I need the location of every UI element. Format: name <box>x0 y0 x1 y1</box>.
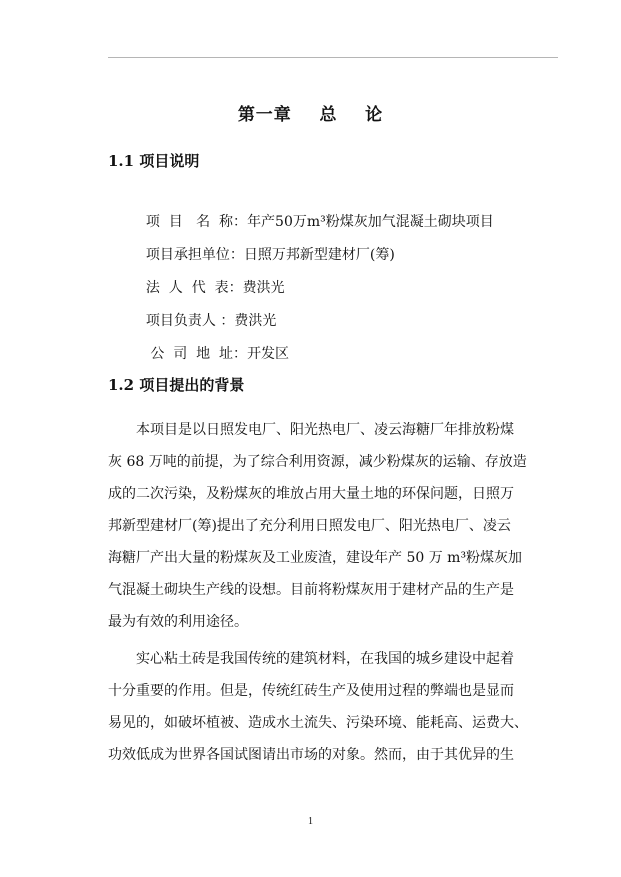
text-line: 最为有效的利用途径。 <box>108 614 248 630</box>
info-label: 项 目 名 称： <box>145 214 248 230</box>
text-line: 易见的，如破坏植被、造成水土流失、污染环境、能耗高、运费大、 <box>108 715 528 731</box>
info-value: 年产50万m³粉煤灰加气混凝土砌块项目 <box>247 214 494 230</box>
text-line: 气混凝土砌块生产线的设想。目前将粉煤灰用于建材产品的生产是 <box>108 582 514 598</box>
paragraph-background-2 <box>108 643 548 771</box>
text-line: 邦新型建材厂(筹)提出了充分利用日照发电厂、阳光热电厂、凌云 <box>108 518 511 534</box>
info-line-legal-rep <box>137 264 285 296</box>
section-heading-1-2: 1.2 项目提出的背景 <box>108 376 245 394</box>
info-line-project-name <box>137 198 494 230</box>
info-line-address <box>137 330 289 362</box>
text-line: 成的二次污染，及粉煤灰的堆放占用大量土地的环保问题，日照万 <box>108 486 514 502</box>
paragraph-background-1 <box>108 414 548 638</box>
section-heading-1-1: 1.1 项目说明 <box>108 152 200 170</box>
text-line: 十分重要的作用。但是，传统红砖生产及使用过程的弊端也是显而 <box>108 683 514 699</box>
info-label: 公 司 地 址： <box>145 346 248 362</box>
info-value: 费洪光 <box>242 280 285 296</box>
info-label: 项目承担单位： <box>145 247 244 263</box>
info-value: 开发区 <box>247 346 290 362</box>
page-number: 1 <box>308 816 313 827</box>
info-value: 日照万邦新型建材厂(筹) <box>243 247 395 263</box>
chapter-title: 第一章 总 论 <box>237 105 384 125</box>
header-rule <box>108 57 558 58</box>
info-label: 法 人 代 表： <box>145 280 243 296</box>
text-line: 实心粘土砖是我国传统的建筑材料，在我国的城乡建设中起着 <box>136 651 514 667</box>
info-label: 项目负责人 ： <box>145 313 235 329</box>
info-line-project-lead <box>137 297 276 329</box>
text-line: 灰 68 万吨的前提，为了综合利用资源，减少粉煤灰的运输、存放造 <box>108 454 527 470</box>
text-line: 本项目是以日照发电厂、阳光热电厂、凌云海糖厂年排放粉煤 <box>136 422 514 438</box>
info-value: 费洪光 <box>234 313 277 329</box>
text-line: 功效低成为世界各国试图请出市场的对象。然而，由于其优异的生 <box>108 747 514 763</box>
text-line: 海糖厂产出大量的粉煤灰及工业废渣，建设年产 50 万 m³粉煤灰加 <box>108 550 523 566</box>
info-line-undertaker <box>137 231 395 263</box>
